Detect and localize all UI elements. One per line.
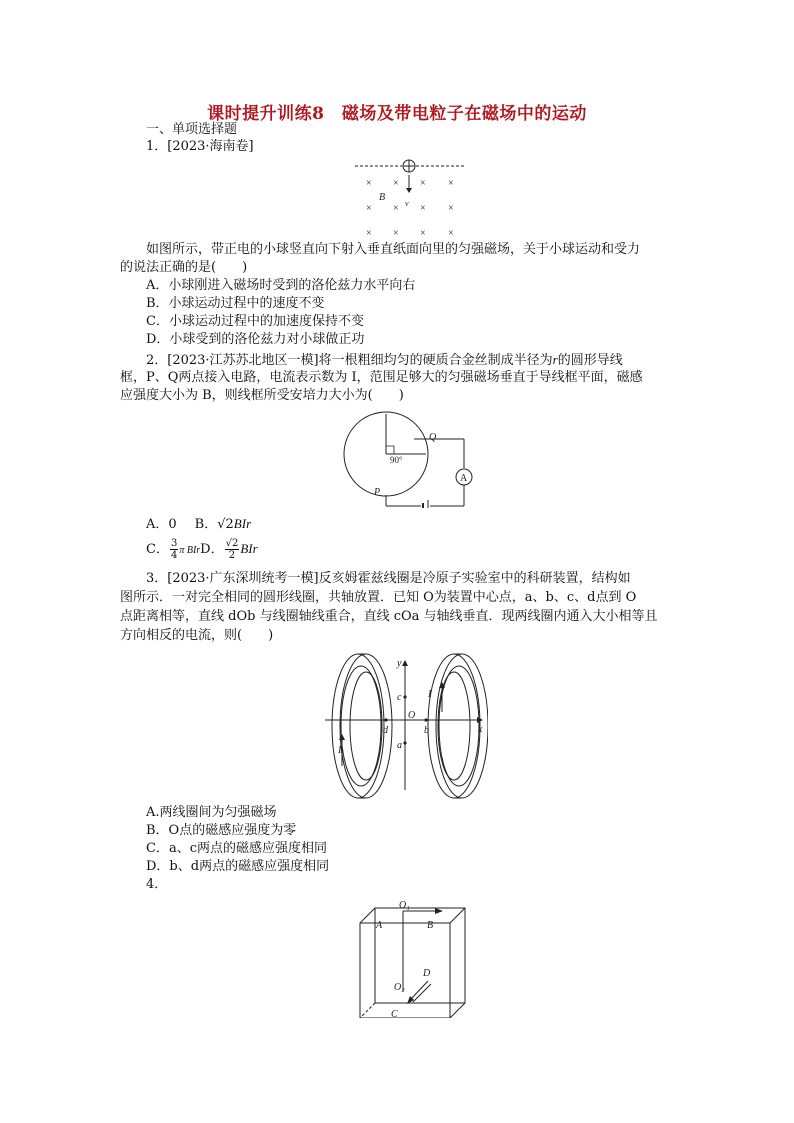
q2-stem-line1: 2．[2023·江苏苏北地区一模]将一根粗细均匀的硬质合金丝制成半径为r的圆形导线 xyxy=(146,352,623,368)
page-title: 课时提升训练8 磁场及带电粒子在磁场中的运动 xyxy=(207,104,587,124)
label-D: D xyxy=(423,968,431,979)
field-cross: × xyxy=(420,203,426,214)
label-current-right: I xyxy=(428,689,432,700)
q3-stem-line2: 图所示．一对完全相同的圆形线圈，共轴放置．已知 O为装置中心点，a、b、c、d点到 O xyxy=(120,590,637,605)
label-O: O xyxy=(408,710,416,721)
q3-option-c: C．a、c两点的磁感应强度相同 xyxy=(146,841,327,856)
label-C: C xyxy=(391,1009,398,1018)
ammeter-label: A xyxy=(460,473,468,484)
section-heading: 一、单项选择题 xyxy=(146,122,238,137)
label-B: B xyxy=(379,192,386,203)
charged-ball-icon xyxy=(403,160,415,172)
q4-cube-figure xyxy=(355,896,480,1018)
q2-stem-line3: 应强度大小为 B，则线框所受安培力大小为( ) xyxy=(120,388,404,403)
q1-stem-line1: 如图所示，带正电的小球竖直向下射入垂直纸面向里的匀强磁场，关于小球运动和受力 xyxy=(146,242,641,257)
q2-options-cd: C． $\frac{3}{4}$ π BIrD． $\frac{√2}{2}$ BIr xyxy=(146,538,258,561)
box-front-face xyxy=(360,923,450,1018)
label-v: v xyxy=(405,199,409,208)
q1-stem-line2: 的说法正确的是( ) xyxy=(120,260,248,275)
field-cross: × xyxy=(366,203,372,214)
label-b: b xyxy=(424,725,429,736)
label-d: d xyxy=(383,725,388,736)
q3-stem-line1: 3．[2023·广东深圳统考一模]反亥姆霍兹线圈是冷原子实验室中的科研装置，结构如 xyxy=(146,571,631,586)
q3-option-a: A.两线圈间为匀强磁场 xyxy=(146,805,277,820)
field-cross: × xyxy=(393,178,399,189)
label-P: P xyxy=(374,487,381,498)
label-B: B xyxy=(427,920,434,931)
q2-options-ab: A．0 B．√2BIr xyxy=(146,516,252,532)
q1-option-d: D．小球受到的洛伦兹力对小球做正功 xyxy=(146,332,365,347)
q4-header: 4． xyxy=(146,877,168,892)
angle-label: 90° xyxy=(390,455,403,465)
q1-option-c: C．小球运动过程中的加速度保持不变 xyxy=(146,314,364,329)
field-cross: × xyxy=(366,178,372,189)
q1-option-b: B．小球运动过程中的速度不变 xyxy=(146,296,325,311)
q1-option-a: A．小球刚进入磁场时受到的洛伦兹力水平向右 xyxy=(146,278,416,293)
field-cross: × xyxy=(366,228,372,239)
field-cross: × xyxy=(393,203,399,214)
label-Q: Q xyxy=(429,432,437,443)
field-cross: × xyxy=(448,203,454,214)
q3-coils-figure xyxy=(322,650,488,805)
current-arrow-icon xyxy=(435,908,443,914)
label-O2: O₂ xyxy=(394,982,405,993)
q2-option-a: A．0 xyxy=(146,517,177,532)
label-O1: O₁ xyxy=(399,900,410,911)
q2-circuit-figure xyxy=(343,406,483,508)
velocity-arrow-icon xyxy=(406,188,412,193)
label-A: A xyxy=(376,920,383,931)
q2-stem-line2: 框，P、Q两点接入电路，电流表示数为 I，范围足够大的匀强磁场垂直于导线框平面，磁感 xyxy=(120,370,643,385)
label-y: y xyxy=(397,658,402,669)
label-c: c xyxy=(397,692,402,703)
label-x: x xyxy=(478,724,483,735)
field-cross: × xyxy=(420,178,426,189)
q3-option-b: B．O点的磁感应强度为零 xyxy=(146,823,297,838)
q1-header: 1．[2023·海南卷] xyxy=(146,139,254,154)
q3-stem-line3: 点距离相等，直线 dOb 与线圈轴线重合，直线 cOa 与轴线垂直．现两线圈内通入大小相等且 xyxy=(120,609,658,624)
q1-figure xyxy=(352,155,467,240)
label-current-left: I xyxy=(338,745,342,756)
q3-stem-line4: 方向相反的电流，则( ) xyxy=(120,628,274,643)
field-cross: × xyxy=(420,228,426,239)
q3-option-d: D．b、d两点的磁感应强度相同 xyxy=(146,859,330,874)
field-cross: × xyxy=(448,228,454,239)
sqrt-icon: √2 xyxy=(217,517,234,532)
field-cross: × xyxy=(448,178,454,189)
label-a: a xyxy=(397,740,402,751)
field-cross: × xyxy=(393,228,399,239)
